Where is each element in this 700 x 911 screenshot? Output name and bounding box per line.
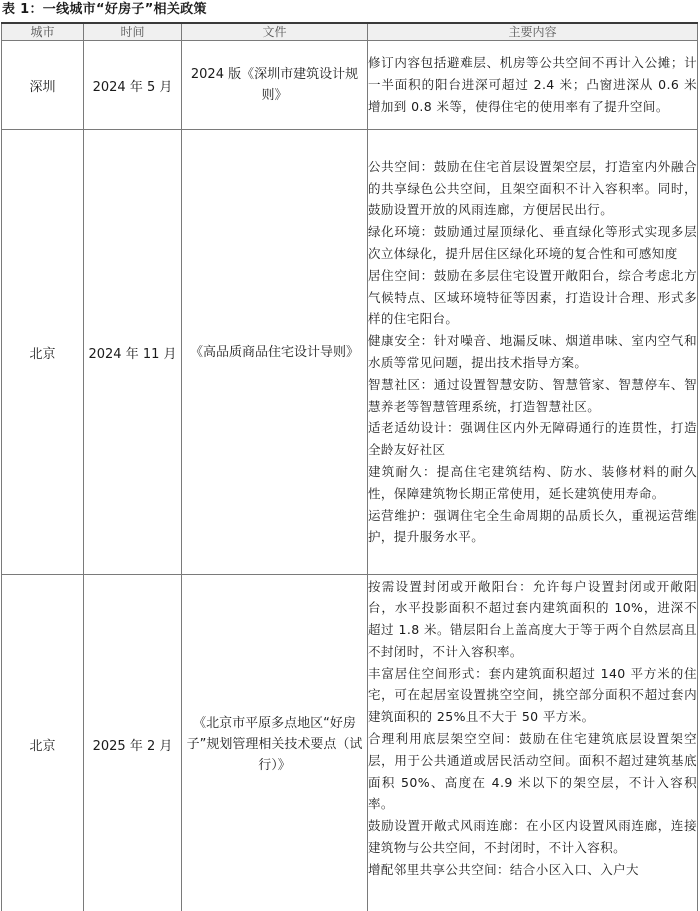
content-paragraph: 公共空间：鼓励在住宅首层设置架空层，打造室内外融合的共享绿色公共空间，且架空面积不计入容积率。同时，鼓励设置开放的风雨连廊，方便居民出行。 (368, 158, 697, 218)
content-paragraph: 适老适幼设计：强调住区内外无障碍通行的连贯性，打造全龄友好社区 (368, 420, 697, 458)
time-cell: 2025 年 2 月 (84, 575, 182, 911)
header-document: 文件 (182, 23, 368, 41)
content-clip (368, 576, 697, 911)
table-row (2, 575, 698, 911)
content-cell (368, 130, 698, 575)
table-header-row (2, 23, 698, 41)
table-row (2, 41, 698, 130)
header-content: 主要内容 (368, 23, 698, 41)
content-paragraph: 运营维护：强调住宅全生命周期的品质长久，重视运营维护，提升服务水平。 (368, 507, 697, 545)
time-cell: 2024 年 5 月 (84, 41, 182, 130)
header-time: 时间 (84, 23, 182, 41)
content-paragraph: 绿化环境：鼓励通过屋顶绿化、垂直绿化等形式实现多层次立体绿化，提升居住区绿化环境的复合性和可感知度 (368, 224, 697, 262)
document-cell: 2024 版《深圳市建筑设计规则》 (182, 41, 368, 130)
document-cell: 《高品质商品住宅设计导则》 (182, 130, 368, 575)
content-cell (368, 575, 698, 911)
city-cell: 深圳 (2, 41, 84, 130)
table-row (2, 130, 698, 575)
city-cell: 北京 (2, 575, 84, 911)
content-paragraph: 鼓励设置开敞式风雨连廊：在小区内设置风雨连廊，连接建筑物与公共空间，不封闭时，不计入容积。 (368, 818, 697, 856)
table-title: 表 1：一线城市“好房子”相关政策 (2, 2, 207, 17)
content-cell (368, 41, 698, 130)
city-cell: 北京 (2, 130, 84, 575)
content-paragraph: 智慧社区：通过设置智慧安防、智慧管家、智慧停车、智慧养老等智慧管理系统，打造智慧社区。 (368, 376, 697, 414)
content-paragraph: 修订内容包括避难层、机房等公共空间不再计入公摊；计一半面积的阳台进深可超过 2.4 米；凸窗进深从 0.6 米增加到 0.8 米等，使得住宅的使用率有了提升空间。 (368, 55, 697, 114)
content-paragraph: 居住空间：鼓励在多层住宅设置开敞阳台，综合考虑北方气候特点、区域环境特征等因素，打造设计合理、形式多样的住宅阳台。 (368, 267, 697, 327)
content-paragraph: 按需设置封闭或开敞阳台：允许每户设置封闭或开敞阳台，水平投影面积不超过套内建筑面积的 10%，进深不超过 1.8 米。错层阳台上盖高度大于等于两个自然层高且不封闭时，不计入容积率。 (368, 578, 697, 659)
content-paragraph: 建筑耐久：提高住宅建筑结构、防水、装修材料的耐久性，保障建筑物长期正常使用，延长建筑使用寿命。 (368, 463, 697, 501)
policy-table (1, 22, 698, 911)
header-city: 城市 (2, 23, 84, 41)
content-paragraph: 丰富居住空间形式：套内建筑面积超过 140 平方米的住宅，可在起居室设置挑空空间，挑空部分面积不超过套内建筑面积的 25%且不大于 50 平方米。 (368, 665, 697, 725)
document-cell: 《北京市平原多点地区“好房子”规划管理相关技术要点（试行）》 (182, 575, 368, 911)
content-paragraph: 增配邻里共享公共空间：结合小区入口、入户大 (368, 861, 639, 877)
content-paragraph: 健康安全：针对噪音、地漏反味、烟道串味、室内空气和水质等常见问题，提出技术指导方案。 (368, 333, 697, 370)
content-paragraph: 合理利用底层架空空间：鼓励在住宅建筑底层设置架空层，用于公共通道或居民活动空间。面积不超过建筑基底面积 50%、高度在 4.9 米以下的架空层，不计入容积率。 (368, 731, 697, 812)
time-cell: 2024 年 11 月 (84, 130, 182, 575)
